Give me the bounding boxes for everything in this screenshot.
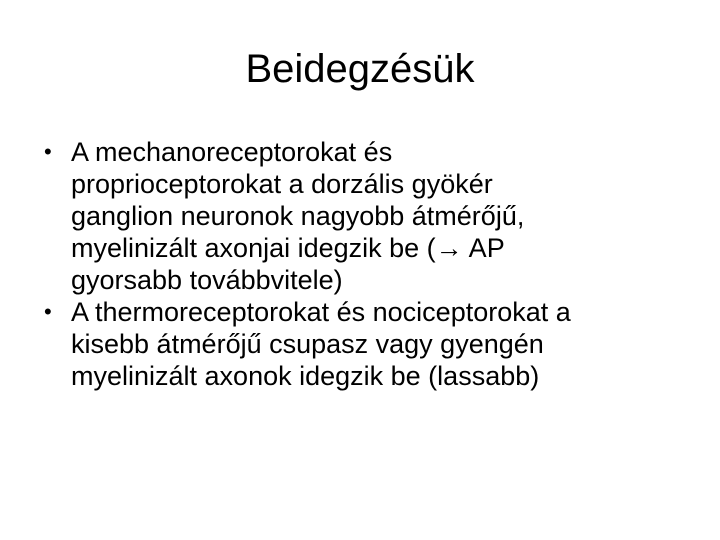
bullet-text: A thermoreceptorokat és nociceptorokat a kisebb átmérőjű csupasz vagy gyengén myelinizált axonok idegzik be (lassabb) [71,297,571,391]
bullet-list [44,136,684,392]
slide-title: Beidegzésük [245,47,475,91]
bullet-marker: • [44,299,52,324]
bullet-item-1 [44,136,684,296]
bullet-item-2 [44,296,684,392]
bullet-marker: • [44,139,52,164]
bullet-text: A mechanoreceptorokat és proprioceptorokat a dorzális gyökér ganglion neuronok nagyobb átmérőjű, myelinizált axonjai idegzik be (→ AP gyorsabb továbbvitele) [71,137,525,295]
